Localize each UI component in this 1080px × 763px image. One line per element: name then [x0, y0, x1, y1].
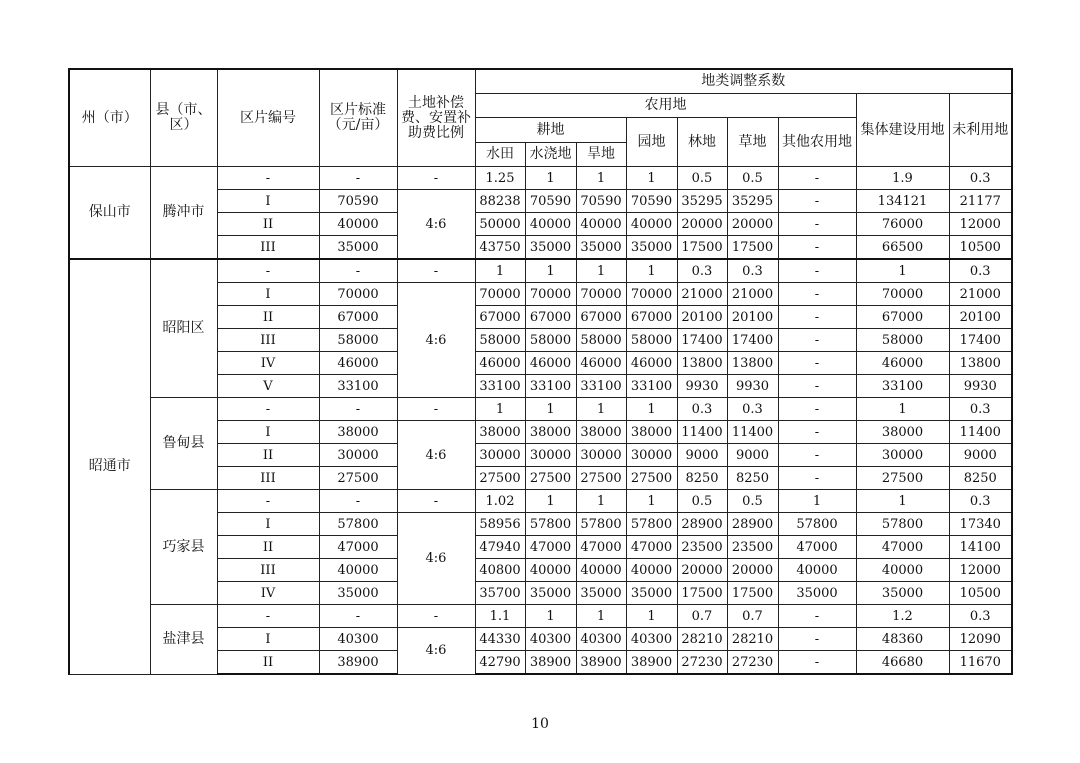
other-agricultural-cell: 35000 [778, 582, 856, 605]
zone-number-cell: I [217, 283, 319, 306]
grassland-cell: 9000 [727, 444, 778, 467]
unused-land-cell: 21177 [949, 190, 1012, 213]
zone-standard-cell: 47000 [319, 536, 397, 559]
other-agricultural-cell: - [778, 236, 856, 260]
header-paddy-field: 水田 [475, 143, 525, 167]
other-agricultural-cell: - [778, 213, 856, 236]
grassland-cell: 8250 [727, 467, 778, 490]
forest-land-cell: 8250 [677, 467, 727, 490]
garden-land-cell: 35000 [626, 236, 677, 260]
garden-land-cell: 58000 [626, 329, 677, 352]
dry-land-cell: 58000 [576, 329, 626, 352]
irrigated-land-cell: 1 [525, 398, 576, 421]
unused-land-cell: 11400 [949, 421, 1012, 444]
other-agricultural-cell: - [778, 651, 856, 675]
garden-land-cell: 70590 [626, 190, 677, 213]
other-agricultural-cell: 40000 [778, 559, 856, 582]
header-cultivated-land: 耕地 [475, 118, 626, 143]
garden-land-cell: 70000 [626, 283, 677, 306]
paddy-field-cell: 44330 [475, 628, 525, 651]
irrigated-land-cell: 1 [525, 490, 576, 513]
paddy-field-cell: 67000 [475, 306, 525, 329]
paddy-field-cell: 1.25 [475, 167, 525, 190]
grassland-cell: 0.3 [727, 398, 778, 421]
paddy-field-cell: 47940 [475, 536, 525, 559]
county-cell: 鲁甸县 [150, 398, 217, 490]
grassland-cell: 11400 [727, 421, 778, 444]
irrigated-land-cell: 47000 [525, 536, 576, 559]
garden-land-cell: 40300 [626, 628, 677, 651]
irrigated-land-cell: 38000 [525, 421, 576, 444]
unused-land-cell: 0.3 [949, 490, 1012, 513]
dry-land-cell: 47000 [576, 536, 626, 559]
county-cell: 巧家县 [150, 490, 217, 605]
zone-number-cell: IV [217, 352, 319, 375]
other-agricultural-cell: 57800 [778, 513, 856, 536]
header-zone-standard: 区片标准（元/亩） [319, 69, 397, 167]
paddy-field-cell: 46000 [475, 352, 525, 375]
grassland-cell: 23500 [727, 536, 778, 559]
garden-land-cell: 33100 [626, 375, 677, 398]
zone-standard-cell: 46000 [319, 352, 397, 375]
zone-number-cell: I [217, 628, 319, 651]
grassland-cell: 0.7 [727, 605, 778, 628]
forest-land-cell: 21000 [677, 283, 727, 306]
dry-land-cell: 1 [576, 167, 626, 190]
collective-construction-cell: 66500 [856, 236, 949, 260]
grassland-cell: 20100 [727, 306, 778, 329]
forest-land-cell: 17500 [677, 236, 727, 260]
dry-land-cell: 30000 [576, 444, 626, 467]
unused-land-cell: 11670 [949, 651, 1012, 675]
irrigated-land-cell: 30000 [525, 444, 576, 467]
other-agricultural-cell: - [778, 190, 856, 213]
paddy-field-cell: 1 [475, 259, 525, 283]
header-garden-land: 园地 [626, 118, 677, 167]
forest-land-cell: 20100 [677, 306, 727, 329]
irrigated-land-cell: 35000 [525, 236, 576, 260]
zone-number-cell: III [217, 329, 319, 352]
zone-standard-cell: 27500 [319, 467, 397, 490]
paddy-field-cell: 58956 [475, 513, 525, 536]
zone-number-cell: II [217, 651, 319, 675]
header-other-agricultural-land: 其他农用地 [778, 118, 856, 167]
zone-number-cell: II [217, 444, 319, 467]
other-agricultural-cell: - [778, 375, 856, 398]
table-row [69, 167, 1012, 190]
collective-construction-cell: 1.2 [856, 605, 949, 628]
garden-land-cell: 67000 [626, 306, 677, 329]
grassland-cell: 17500 [727, 236, 778, 260]
other-agricultural-cell: - [778, 306, 856, 329]
zone-number-cell: III [217, 467, 319, 490]
land-compensation-table [68, 68, 1013, 675]
dry-land-cell: 57800 [576, 513, 626, 536]
dry-land-cell: 1 [576, 398, 626, 421]
other-agricultural-cell: 1 [778, 490, 856, 513]
zone-standard-cell: 70590 [319, 190, 397, 213]
zone-standard-cell: 35000 [319, 582, 397, 605]
unused-land-cell: 0.3 [949, 167, 1012, 190]
collective-construction-cell: 76000 [856, 213, 949, 236]
garden-land-cell: 27500 [626, 467, 677, 490]
header-grassland: 草地 [727, 118, 778, 167]
paddy-field-cell: 27500 [475, 467, 525, 490]
collective-construction-cell: 46000 [856, 352, 949, 375]
paddy-field-cell: 40800 [475, 559, 525, 582]
forest-land-cell: 0.3 [677, 398, 727, 421]
header-irrigated-land: 水浇地 [525, 143, 576, 167]
forest-land-cell: 20000 [677, 213, 727, 236]
forest-land-cell: 28900 [677, 513, 727, 536]
garden-land-cell: 1 [626, 167, 677, 190]
irrigated-land-cell: 1 [525, 167, 576, 190]
page-number: 10 [531, 716, 549, 732]
zone-standard-cell: 35000 [319, 236, 397, 260]
zone-number-cell: II [217, 536, 319, 559]
collective-construction-cell: 57800 [856, 513, 949, 536]
zone-number-cell: I [217, 421, 319, 444]
zone-number-cell: III [217, 236, 319, 260]
irrigated-land-cell: 70000 [525, 283, 576, 306]
garden-land-cell: 38000 [626, 421, 677, 444]
forest-land-cell: 0.3 [677, 259, 727, 283]
unused-land-cell: 0.3 [949, 605, 1012, 628]
forest-land-cell: 23500 [677, 536, 727, 559]
zone-number-cell: II [217, 306, 319, 329]
ratio-cell: 4:6 [397, 513, 475, 605]
header-zone-number: 区片编号 [217, 69, 319, 167]
zone-number-cell: - [217, 259, 319, 283]
other-agricultural-cell: - [778, 398, 856, 421]
garden-land-cell: 1 [626, 605, 677, 628]
ratio-cell: - [397, 605, 475, 628]
paddy-field-cell: 1.1 [475, 605, 525, 628]
header-prefecture: 州（市） [69, 69, 150, 167]
garden-land-cell: 1 [626, 398, 677, 421]
other-agricultural-cell: - [778, 352, 856, 375]
garden-land-cell: 40000 [626, 213, 677, 236]
unused-land-cell: 14100 [949, 536, 1012, 559]
zone-standard-cell: 38000 [319, 421, 397, 444]
other-agricultural-cell: - [778, 605, 856, 628]
collective-construction-cell: 1.9 [856, 167, 949, 190]
paddy-field-cell: 42790 [475, 651, 525, 675]
collective-construction-cell: 35000 [856, 582, 949, 605]
dry-land-cell: 35000 [576, 236, 626, 260]
zone-standard-cell: 67000 [319, 306, 397, 329]
other-agricultural-cell: - [778, 167, 856, 190]
zone-standard-cell: - [319, 167, 397, 190]
forest-land-cell: 9930 [677, 375, 727, 398]
collective-construction-cell: 33100 [856, 375, 949, 398]
unused-land-cell: 17400 [949, 329, 1012, 352]
paddy-field-cell: 35700 [475, 582, 525, 605]
paddy-field-cell: 58000 [475, 329, 525, 352]
irrigated-land-cell: 40300 [525, 628, 576, 651]
garden-land-cell: 1 [626, 490, 677, 513]
paddy-field-cell: 88238 [475, 190, 525, 213]
collective-construction-cell: 70000 [856, 283, 949, 306]
dry-land-cell: 70000 [576, 283, 626, 306]
paddy-field-cell: 33100 [475, 375, 525, 398]
garden-land-cell: 35000 [626, 582, 677, 605]
ratio-cell: 4:6 [397, 283, 475, 398]
dry-land-cell: 1 [576, 259, 626, 283]
dry-land-cell: 40300 [576, 628, 626, 651]
dry-land-cell: 70590 [576, 190, 626, 213]
irrigated-land-cell: 46000 [525, 352, 576, 375]
collective-construction-cell: 38000 [856, 421, 949, 444]
irrigated-land-cell: 67000 [525, 306, 576, 329]
table-row [69, 398, 1012, 421]
irrigated-land-cell: 1 [525, 605, 576, 628]
dry-land-cell: 67000 [576, 306, 626, 329]
paddy-field-cell: 1.02 [475, 490, 525, 513]
paddy-field-cell: 50000 [475, 213, 525, 236]
dry-land-cell: 38000 [576, 421, 626, 444]
table-row [69, 259, 1012, 283]
county-cell: 昭阳区 [150, 259, 217, 398]
ratio-cell: - [397, 167, 475, 190]
dry-land-cell: 38900 [576, 651, 626, 675]
irrigated-land-cell: 40000 [525, 559, 576, 582]
collective-construction-cell: 48360 [856, 628, 949, 651]
ratio-cell: 4:6 [397, 190, 475, 260]
grassland-cell: 20000 [727, 213, 778, 236]
ratio-cell: 4:6 [397, 628, 475, 675]
other-agricultural-cell: - [778, 467, 856, 490]
paddy-field-cell: 1 [475, 398, 525, 421]
forest-land-cell: 13800 [677, 352, 727, 375]
county-cell: 盐津县 [150, 605, 217, 675]
ratio-cell: - [397, 398, 475, 421]
collective-construction-cell: 1 [856, 398, 949, 421]
zone-number-cell: I [217, 190, 319, 213]
garden-land-cell: 40000 [626, 559, 677, 582]
zone-number-cell: - [217, 398, 319, 421]
dry-land-cell: 1 [576, 605, 626, 628]
garden-land-cell: 46000 [626, 352, 677, 375]
grassland-cell: 35295 [727, 190, 778, 213]
zone-number-cell: - [217, 605, 319, 628]
zone-standard-cell: 38900 [319, 651, 397, 675]
irrigated-land-cell: 27500 [525, 467, 576, 490]
zone-standard-cell: 40000 [319, 213, 397, 236]
paddy-field-cell: 30000 [475, 444, 525, 467]
dry-land-cell: 33100 [576, 375, 626, 398]
paddy-field-cell: 70000 [475, 283, 525, 306]
other-agricultural-cell: - [778, 259, 856, 283]
paddy-field-cell: 38000 [475, 421, 525, 444]
grassland-cell: 9930 [727, 375, 778, 398]
grassland-cell: 28210 [727, 628, 778, 651]
unused-land-cell: 21000 [949, 283, 1012, 306]
unused-land-cell: 9000 [949, 444, 1012, 467]
forest-land-cell: 0.7 [677, 605, 727, 628]
unused-land-cell: 10500 [949, 236, 1012, 260]
header-dry-land: 旱地 [576, 143, 626, 167]
header-compensation-ratio: 土地补偿费、安置补助费比例 [397, 69, 475, 167]
dry-land-cell: 35000 [576, 582, 626, 605]
garden-land-cell: 1 [626, 259, 677, 283]
zone-standard-cell: - [319, 605, 397, 628]
unused-land-cell: 17340 [949, 513, 1012, 536]
irrigated-land-cell: 40000 [525, 213, 576, 236]
forest-land-cell: 17500 [677, 582, 727, 605]
header-county: 县（市、区） [150, 69, 217, 167]
zone-number-cell: I [217, 513, 319, 536]
garden-land-cell: 38900 [626, 651, 677, 675]
forest-land-cell: 28210 [677, 628, 727, 651]
zone-standard-cell: 33100 [319, 375, 397, 398]
ratio-cell: 4:6 [397, 421, 475, 490]
zone-number-cell: II [217, 213, 319, 236]
table-row [69, 605, 1012, 628]
zone-number-cell: III [217, 559, 319, 582]
unused-land-cell: 8250 [949, 467, 1012, 490]
forest-land-cell: 11400 [677, 421, 727, 444]
grassland-cell: 0.3 [727, 259, 778, 283]
unused-land-cell: 20100 [949, 306, 1012, 329]
header-unused-land: 未利用地 [949, 94, 1012, 167]
other-agricultural-cell: - [778, 421, 856, 444]
collective-construction-cell: 1 [856, 490, 949, 513]
unused-land-cell: 0.3 [949, 398, 1012, 421]
collective-construction-cell: 134121 [856, 190, 949, 213]
unused-land-cell: 0.3 [949, 259, 1012, 283]
unused-land-cell: 13800 [949, 352, 1012, 375]
irrigated-land-cell: 57800 [525, 513, 576, 536]
zone-number-cell: - [217, 167, 319, 190]
unused-land-cell: 12090 [949, 628, 1012, 651]
paddy-field-cell: 43750 [475, 236, 525, 260]
grassland-cell: 21000 [727, 283, 778, 306]
zone-number-cell: IV [217, 582, 319, 605]
header-collective-construction-land: 集体建设用地 [856, 94, 949, 167]
zone-number-cell: V [217, 375, 319, 398]
unused-land-cell: 12000 [949, 559, 1012, 582]
prefecture-cell: 昭通市 [69, 259, 150, 674]
other-agricultural-cell: - [778, 283, 856, 306]
zone-standard-cell: 30000 [319, 444, 397, 467]
irrigated-land-cell: 35000 [525, 582, 576, 605]
collective-construction-cell: 46680 [856, 651, 949, 675]
collective-construction-cell: 40000 [856, 559, 949, 582]
zone-standard-cell: 58000 [319, 329, 397, 352]
zone-standard-cell: - [319, 398, 397, 421]
table-body [69, 167, 1012, 675]
irrigated-land-cell: 33100 [525, 375, 576, 398]
zone-standard-cell: - [319, 259, 397, 283]
irrigated-land-cell: 70590 [525, 190, 576, 213]
garden-land-cell: 30000 [626, 444, 677, 467]
unused-land-cell: 10500 [949, 582, 1012, 605]
table-row [69, 490, 1012, 513]
collective-construction-cell: 30000 [856, 444, 949, 467]
dry-land-cell: 27500 [576, 467, 626, 490]
grassland-cell: 13800 [727, 352, 778, 375]
other-agricultural-cell: - [778, 444, 856, 467]
forest-land-cell: 20000 [677, 559, 727, 582]
grassland-cell: 27230 [727, 651, 778, 675]
collective-construction-cell: 58000 [856, 329, 949, 352]
collective-construction-cell: 27500 [856, 467, 949, 490]
dry-land-cell: 40000 [576, 559, 626, 582]
forest-land-cell: 17400 [677, 329, 727, 352]
forest-land-cell: 35295 [677, 190, 727, 213]
header-agricultural-land: 农用地 [475, 94, 856, 118]
grassland-cell: 0.5 [727, 490, 778, 513]
forest-land-cell: 27230 [677, 651, 727, 675]
grassland-cell: 20000 [727, 559, 778, 582]
forest-land-cell: 9000 [677, 444, 727, 467]
dry-land-cell: 1 [576, 490, 626, 513]
unused-land-cell: 9930 [949, 375, 1012, 398]
collective-construction-cell: 47000 [856, 536, 949, 559]
irrigated-land-cell: 38900 [525, 651, 576, 675]
ratio-cell: - [397, 259, 475, 283]
zone-standard-cell: - [319, 490, 397, 513]
zone-standard-cell: 40300 [319, 628, 397, 651]
other-agricultural-cell: - [778, 628, 856, 651]
collective-construction-cell: 67000 [856, 306, 949, 329]
irrigated-land-cell: 1 [525, 259, 576, 283]
prefecture-cell: 保山市 [69, 167, 150, 260]
zone-standard-cell: 57800 [319, 513, 397, 536]
irrigated-land-cell: 58000 [525, 329, 576, 352]
garden-land-cell: 57800 [626, 513, 677, 536]
header-forest-land: 林地 [677, 118, 727, 167]
unused-land-cell: 12000 [949, 213, 1012, 236]
forest-land-cell: 0.5 [677, 490, 727, 513]
grassland-cell: 17400 [727, 329, 778, 352]
ratio-cell: - [397, 490, 475, 513]
zone-standard-cell: 70000 [319, 283, 397, 306]
grassland-cell: 17500 [727, 582, 778, 605]
dry-land-cell: 40000 [576, 213, 626, 236]
garden-land-cell: 47000 [626, 536, 677, 559]
dry-land-cell: 46000 [576, 352, 626, 375]
header-land-type-coefficient: 地类调整系数 [475, 69, 1012, 94]
forest-land-cell: 0.5 [677, 167, 727, 190]
grassland-cell: 28900 [727, 513, 778, 536]
zone-number-cell: - [217, 490, 319, 513]
county-cell: 腾冲市 [150, 167, 217, 260]
other-agricultural-cell: - [778, 329, 856, 352]
zone-standard-cell: 40000 [319, 559, 397, 582]
other-agricultural-cell: 47000 [778, 536, 856, 559]
collective-construction-cell: 1 [856, 259, 949, 283]
grassland-cell: 0.5 [727, 167, 778, 190]
